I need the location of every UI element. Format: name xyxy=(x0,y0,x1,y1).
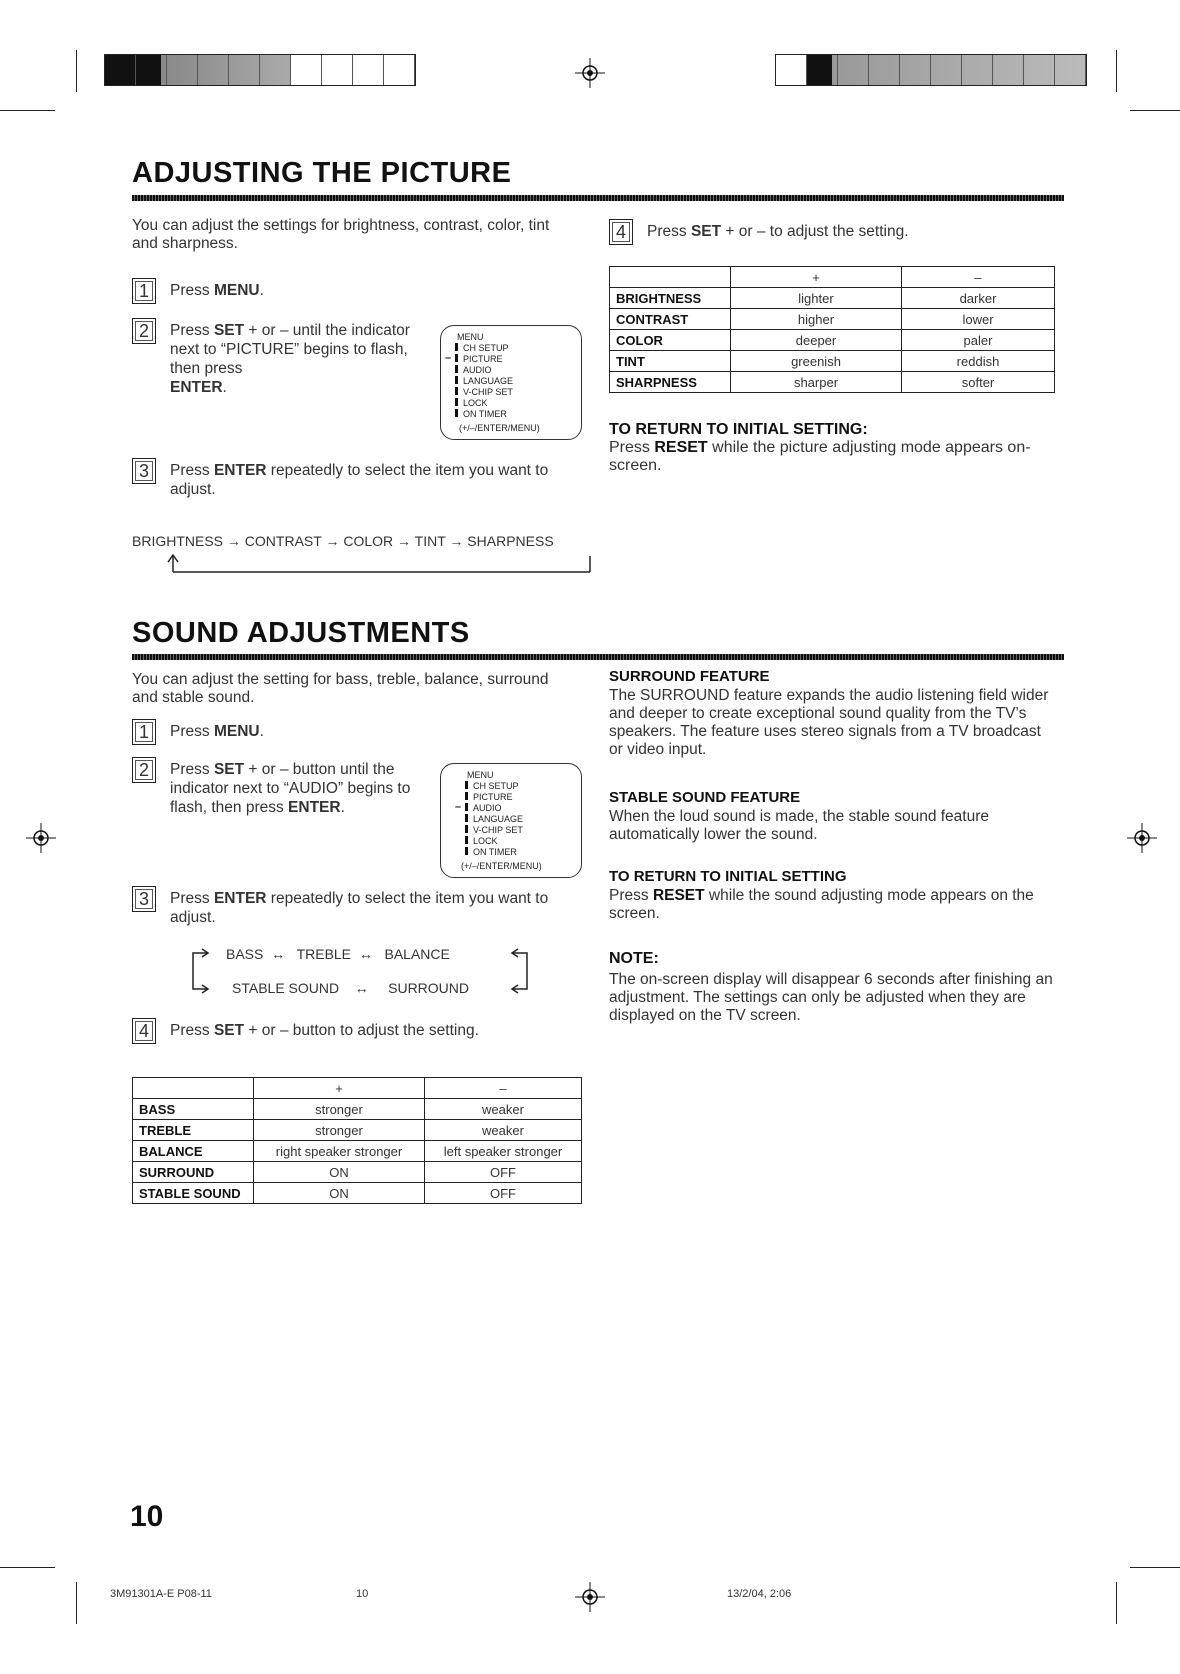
sound-menu-illustration: MENU CH SETUP PICTURE AUDIO LANGUAGE V-CHIP SET LOCK ON TIMER (+/–/ENTER/MENU) – xyxy=(440,763,582,878)
picture-return-text: Press RESET while the picture adjusting mode appears on-screen. xyxy=(609,439,1031,474)
table-row: BRIGHTNESS lighter darker xyxy=(610,288,1055,309)
section-rule xyxy=(132,654,1064,660)
surround-feature-title: SURROUND FEATURE xyxy=(609,668,770,685)
picture-section-title: ADJUSTING THE PICTURE xyxy=(132,157,512,189)
step-number: 1 xyxy=(132,278,156,304)
step-number: 3 xyxy=(132,458,156,484)
registration-mark-icon xyxy=(26,823,56,853)
picture-step-3: 3 Press ENTER repeatedly to select the item you want to adjust. xyxy=(132,458,592,499)
crop-mark xyxy=(76,50,77,92)
stable-sound-text: When the loud sound is made, the stable sound feature automatically lower the sound. xyxy=(609,808,989,843)
surround-feature-text: The SURROUND feature expands the audio listening field wider and deeper to create exceptional sound quality from the TV’s speakers. The feature uses stereo signals from a TV broadcast or video input. xyxy=(609,687,1049,758)
flash-indicator-icon: – xyxy=(445,352,452,364)
note-text: The on-screen display will disappear 6 seconds after finishing an adjustment. The settings can only be adjusted when they are displayed on the TV screen. xyxy=(609,971,1053,1024)
sound-item-cycle-row2: STABLE SOUND ↔ SURROUND xyxy=(232,980,470,996)
color-bar-right xyxy=(775,54,1087,86)
section-rule xyxy=(132,195,1064,201)
table-row: COLOR deeper paler xyxy=(610,330,1055,351)
crop-mark xyxy=(1130,1567,1180,1568)
table-row: BASS stronger weaker xyxy=(133,1099,582,1120)
crop-mark xyxy=(1116,1582,1117,1624)
table-row: CONTRAST higher lower xyxy=(610,309,1055,330)
registration-mark-icon xyxy=(1127,823,1157,853)
sound-return-text: Press RESET while the sound adjusting mode appears on the screen. xyxy=(609,887,1034,922)
sound-intro: You can adjust the setting for bass, treble, balance, surround and stable sound. xyxy=(132,671,549,706)
cycle-return-arrow-icon xyxy=(165,552,595,578)
flash-indicator-icon: – xyxy=(455,801,462,813)
step-number: 4 xyxy=(132,1018,156,1044)
step-number: 2 xyxy=(132,318,156,344)
crop-mark xyxy=(1130,110,1180,111)
crop-mark xyxy=(0,1567,55,1568)
step-number: 1 xyxy=(132,719,156,745)
sound-section-title: SOUND ADJUSTMENTS xyxy=(132,617,470,649)
picture-item-cycle: BRIGHTNESS → CONTRAST → COLOR → TINT → SHARPNESS xyxy=(132,533,554,549)
color-bar-left xyxy=(104,54,416,86)
table-row: BALANCE right speaker stronger left speaker stronger xyxy=(133,1141,582,1162)
sound-item-cycle-row1: BASS ↔ TREBLE ↔ BALANCE xyxy=(226,946,450,962)
footer-date: 13/2/04, 2:06 xyxy=(727,1588,792,1600)
picture-step-2: 2 Press SET + or – until the indicator next to “PICTURE” begins to flash, then press ENTER. xyxy=(132,318,422,397)
stable-sound-title: STABLE SOUND FEATURE xyxy=(609,789,801,806)
table-row: TREBLE stronger weaker xyxy=(133,1120,582,1141)
registration-mark-icon xyxy=(575,1582,605,1612)
picture-intro: You can adjust the settings for brightness, contrast, color, tint and sharpness. xyxy=(132,217,550,252)
crop-mark xyxy=(0,110,55,111)
sound-step-3: 3 Press ENTER repeatedly to select the item you want to adjust. xyxy=(132,886,592,927)
note-title: NOTE: xyxy=(609,950,659,967)
picture-step-4: 4 Press SET + or – to adjust the setting. xyxy=(609,219,1049,245)
sound-settings-table: + – BASS stronger weaker TREBLE stronger weaker BALANCE right speaker stronger left speaker stronger SURROUND ON OFF STABLE SOUND ON OFF xyxy=(132,1077,582,1204)
table-row: SHARPNESS sharper softer xyxy=(610,372,1055,393)
cycle-bracket-icon xyxy=(190,945,535,995)
step-number: 2 xyxy=(132,757,156,783)
footer-code: 3M91301A-E P08-11 xyxy=(110,1588,212,1600)
picture-settings-table: + – BRIGHTNESS lighter darker CONTRAST higher lower COLOR deeper paler TINT greenish reddish SHARPNESS sharper softer xyxy=(609,266,1055,393)
table-row: SURROUND ON OFF xyxy=(133,1162,582,1183)
table-row: TINT greenish reddish xyxy=(610,351,1055,372)
sound-return-title: TO RETURN TO INITIAL SETTING xyxy=(609,868,847,885)
crop-mark xyxy=(1116,50,1117,92)
picture-return-title: TO RETURN TO INITIAL SETTING: xyxy=(609,421,868,438)
picture-step-1: 1 Press MENU. xyxy=(132,278,432,304)
step-number: 3 xyxy=(132,886,156,912)
footer-page: 10 xyxy=(356,1588,369,1600)
sound-step-1: 1 Press MENU. xyxy=(132,719,432,745)
table-row: STABLE SOUND ON OFF xyxy=(133,1183,582,1204)
picture-menu-illustration: MENU CH SETUP PICTURE AUDIO LANGUAGE V-CHIP SET LOCK ON TIMER (+/–/ENTER/MENU) – xyxy=(440,325,582,440)
sound-step-4: 4 Press SET + or – button to adjust the setting. xyxy=(132,1018,592,1044)
crop-mark xyxy=(76,1582,77,1624)
sound-step-2: 2 Press SET + or – button until the indicator next to “AUDIO” begins to flash, then press ENTER. xyxy=(132,757,428,817)
registration-mark-icon xyxy=(575,58,605,88)
page-number: 10 xyxy=(130,1500,164,1533)
step-number: 4 xyxy=(609,219,633,245)
